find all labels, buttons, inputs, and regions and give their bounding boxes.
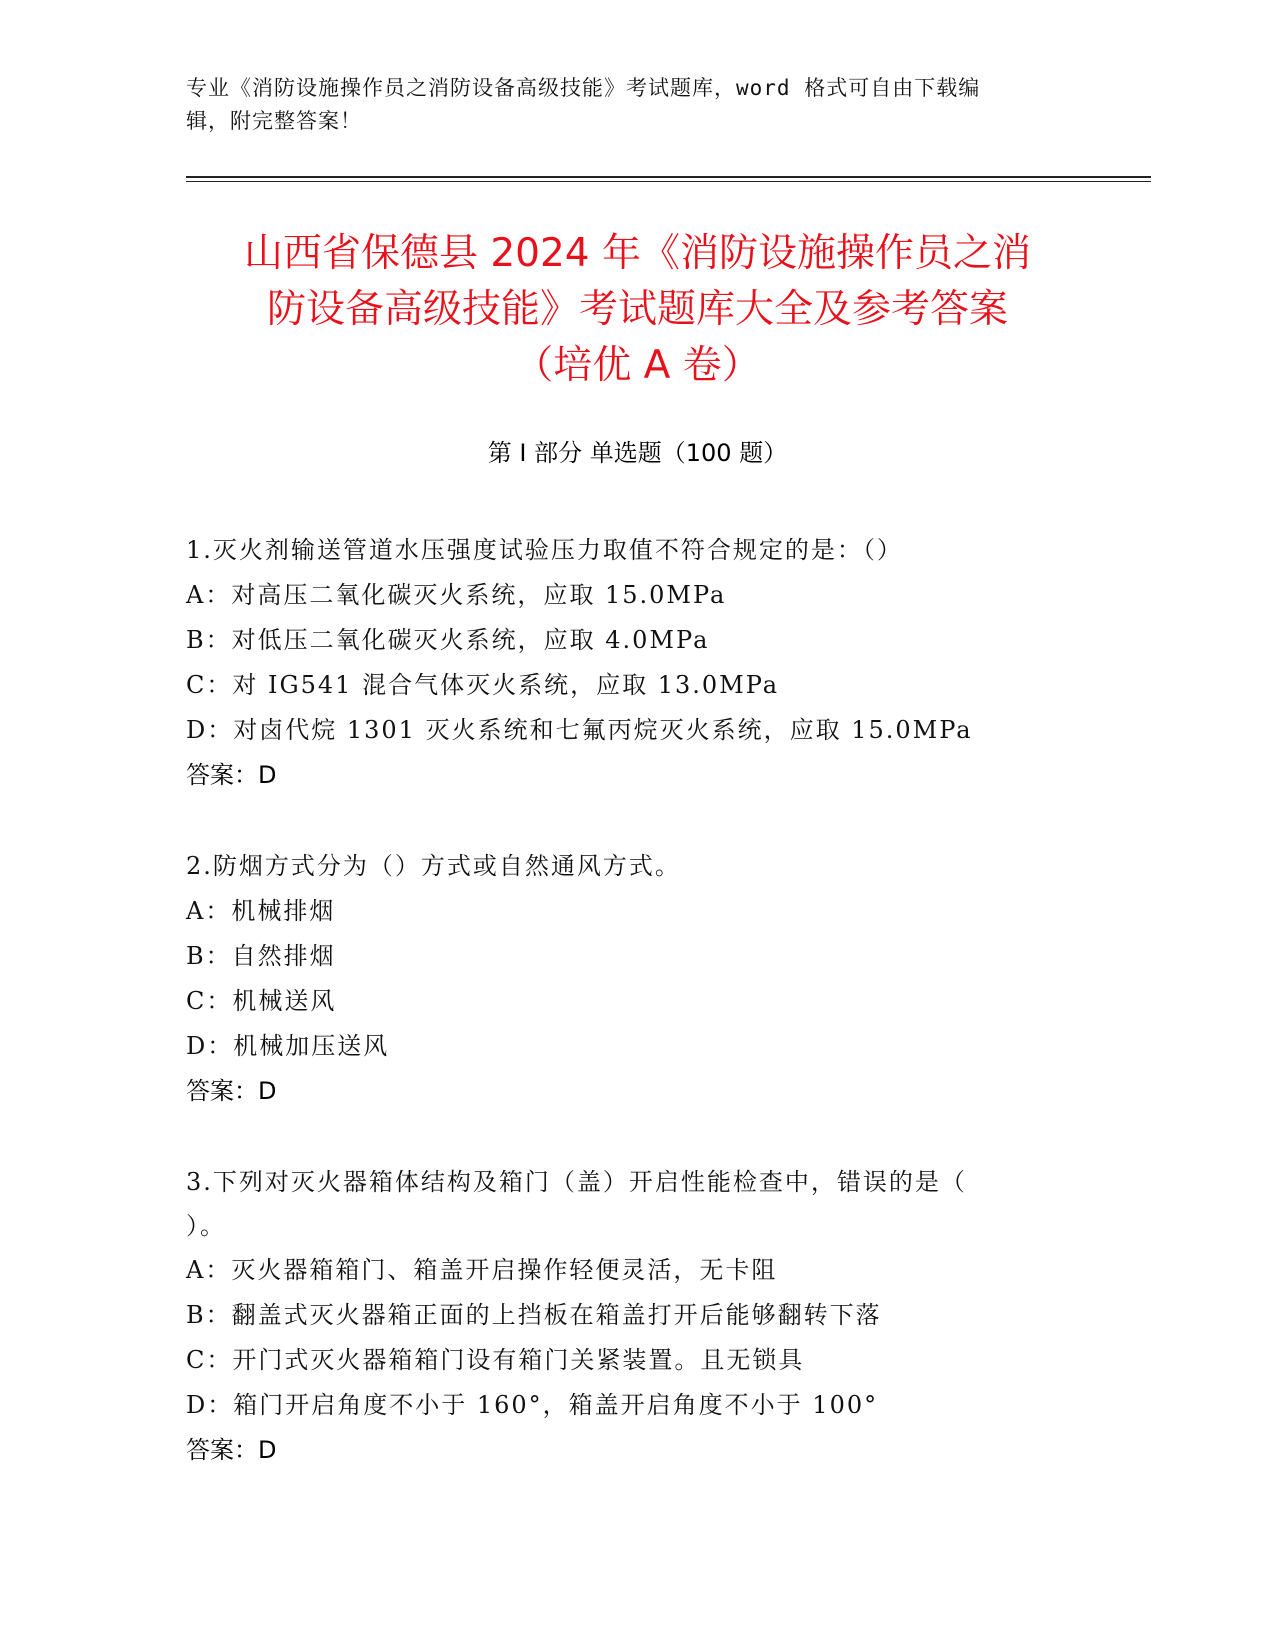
answer: 答案：D <box>186 1077 277 1105</box>
header-rule-thick <box>186 176 1151 178</box>
document-title-line-3: （培优 A 卷） <box>514 343 761 388</box>
header-note-line-2: 辑，附完整答案！ <box>186 109 362 133</box>
question-list <box>186 528 1086 1473</box>
question-3 <box>186 1160 1086 1473</box>
option-b: B：翻盖式灭火器箱正面的上挡板在箱盖打开后能够翻转下落 <box>186 1301 882 1329</box>
question-2 <box>186 844 1086 1114</box>
option-a: A：灭火器箱箱门、箱盖开启操作轻便灵活，无卡阻 <box>186 1256 778 1284</box>
header-rule-thin <box>186 181 1151 182</box>
question-stem-line-2: ）。 <box>186 1212 226 1240</box>
question-stem: 2.防烟方式分为（）方式或自然通风方式。 <box>186 852 681 880</box>
question-spacer <box>186 798 1086 844</box>
option-d: D：箱门开启角度不小于 160°，箱盖开启角度不小于 100° <box>186 1391 879 1419</box>
option-a: A：机械排烟 <box>186 897 336 925</box>
option-b: B：自然排烟 <box>186 942 336 970</box>
option-c: C：机械送风 <box>186 987 337 1015</box>
document-title <box>120 226 1155 394</box>
question-spacer <box>186 1114 1086 1160</box>
document-title-line-2: 防设备高级技能》考试题库大全及参考答案 <box>266 287 1008 332</box>
option-a: A：对高压二氧化碳灭火系统，应取 15.0MPa <box>186 581 727 609</box>
option-d: D：机械加压送风 <box>186 1032 390 1060</box>
question-1 <box>186 528 1086 798</box>
option-b: B：对低压二氧化碳灭火系统，应取 4.0MPa <box>186 626 710 654</box>
answer: 答案：D <box>186 761 277 789</box>
question-stem: 1.灭火剂输送管道水压强度试验压力取值不符合规定的是：（） <box>186 536 903 564</box>
option-c: C：对 IG541 混合气体灭火系统，应取 13.0MPa <box>186 671 780 699</box>
option-d: D：对卤代烷 1301 灭火系统和七氟丙烷灭火系统，应取 15.0MPa <box>186 716 973 744</box>
answer: 答案：D <box>186 1436 277 1464</box>
header-note <box>186 72 1066 138</box>
header-note-line-1: 专业《消防设施操作员之消防设备高级技能》考试题库，word 格式可自由下载编 <box>186 76 981 100</box>
question-stem-line-1: 3.下列对灭火器箱体结构及箱门（盖）开启性能检查中，错误的是（ <box>186 1168 967 1196</box>
document-title-line-1: 山西省保德县 2024 年《消防设施操作员之消 <box>243 231 1032 276</box>
option-c: C：开门式灭火器箱箱门设有箱门关紧装置。且无锁具 <box>186 1346 805 1374</box>
section-title: 第 I 部分 单选题（100 题） <box>487 439 788 467</box>
